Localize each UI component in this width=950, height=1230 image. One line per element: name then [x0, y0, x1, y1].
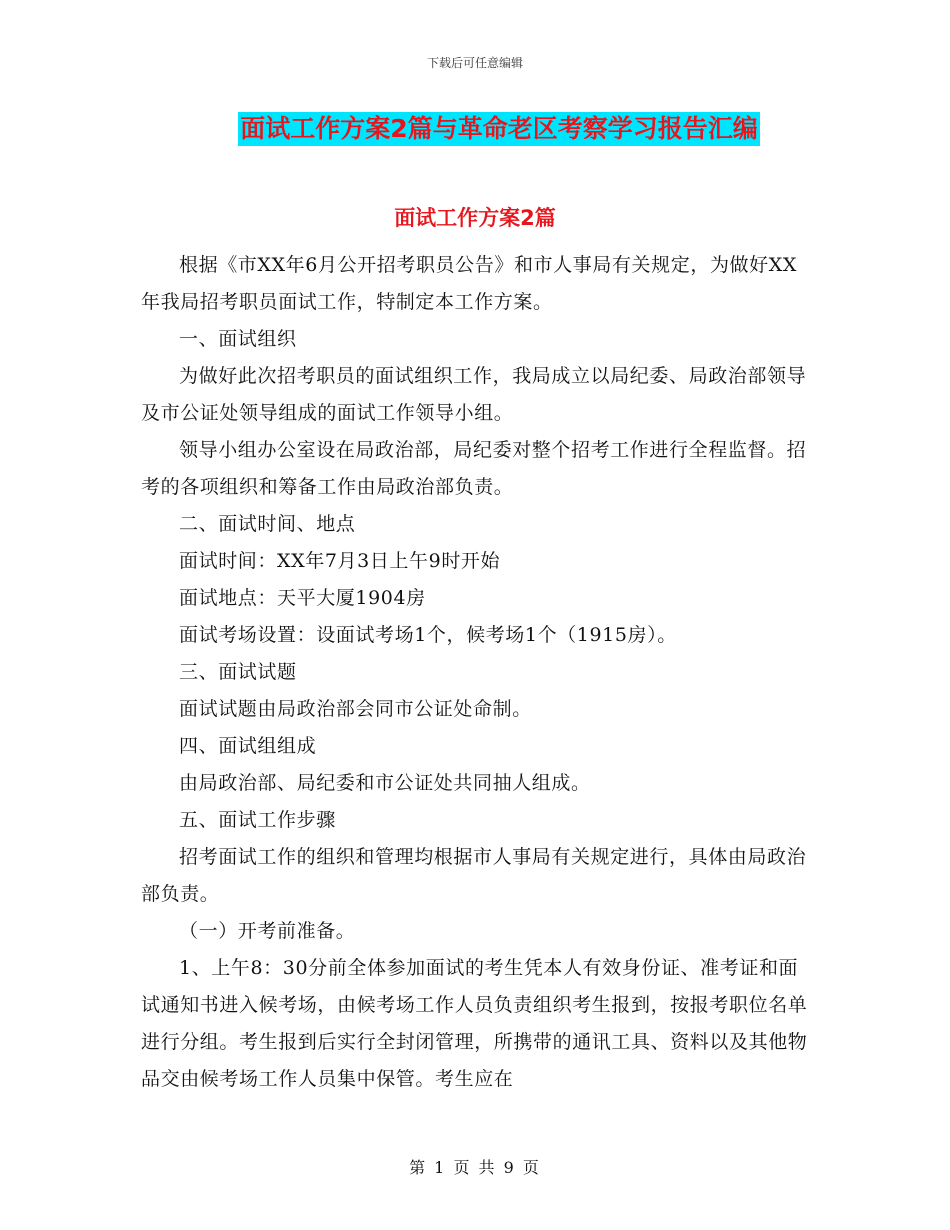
main-title-container	[0, 112, 950, 146]
page-header-note: 下载后可任意编辑	[426, 56, 523, 70]
paragraph: 面试地点：天平大厦1904房	[179, 587, 426, 609]
paragraph: 由局政治部、局纪委和市公证处共同抽人组成。	[179, 772, 591, 794]
paragraph: 1、上午8：30分前全体参加面试的考生凭本人有效身份证、准考证和面试通知书进入候考场，由候考场工作人员负责组织考生报到，按报考职位名单进行分组。考生报到后实行全封闭管理，所携带的通讯工具、资料以及其他物品交由候考场工作人员集中保管。考生应在	[141, 957, 808, 1090]
paragraph: 面试试题由局政治部会同市公证处命制。	[179, 698, 532, 720]
heading-interview-organization: 一、面试组织	[179, 328, 297, 350]
subheading-preparation: （一）开考前准备。	[179, 920, 356, 942]
paragraph: 为做好此次招考职员的面试组织工作，我局成立以局纪委、局政治部领导及市公证处领导组成的面试工作领导小组。	[141, 365, 807, 424]
heading-interview-steps: 五、面试工作步骤	[179, 809, 336, 831]
paragraph: 面试考场设置：设面试考场1个，候考场1个（1915房）。	[179, 624, 677, 646]
section-title: 面试工作方案2篇	[394, 206, 556, 230]
heading-interview-time-place: 二、面试时间、地点	[179, 513, 356, 535]
heading-interview-questions: 三、面试试题	[179, 661, 297, 683]
heading-interview-panel: 四、面试组组成	[179, 735, 317, 757]
main-title: 面试工作方案2篇与革命老区考察学习报告汇编	[238, 112, 759, 146]
page-number-footer: 第 1 页 共 9 页	[409, 1158, 541, 1177]
paragraph: 领导小组办公室设在局政治部，局纪委对整个招考工作进行全程监督。招考的各项组织和筹备工作由局政治部负责。	[141, 439, 807, 498]
paragraph: 根据《市XX年6月公开招考职员公告》和市人事局有关规定，为做好XX年我局招考职员面试工作，特制定本工作方案。	[141, 254, 797, 313]
document-body	[141, 247, 809, 1098]
paragraph: 招考面试工作的组织和管理均根据市人事局有关规定进行，具体由局政治部负责。	[141, 846, 807, 905]
paragraph: 面试时间：XX年7月3日上午9时开始	[179, 550, 501, 572]
